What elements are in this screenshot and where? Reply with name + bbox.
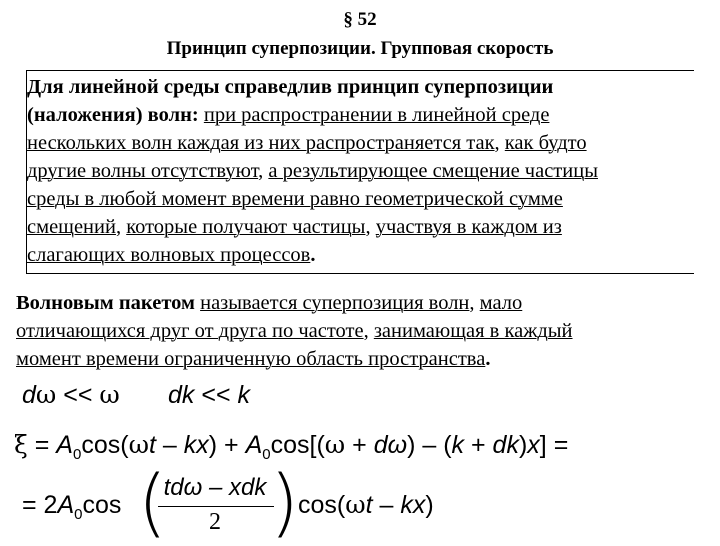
left-paren: ( — [138, 460, 167, 546]
superposition-principle-paragraph — [27, 73, 598, 269]
principle-line-1: Для линейной среды справедлив принцип суперпозиции — [27, 76, 554, 98]
fraction-group — [138, 460, 299, 546]
section-number: § 52 — [343, 9, 377, 30]
wave-packet-paragraph — [16, 289, 573, 373]
fraction-bar — [158, 506, 274, 507]
wave-packet-term: Волновым пакетом — [16, 292, 195, 314]
condition-dk: dk << k — [168, 381, 251, 409]
fraction-numerator: tdω – xdk — [163, 474, 267, 501]
packet-line-1: Волновым пакетом называется суперпозиция волн, мало — [16, 292, 523, 314]
packet-line-3: момент времени ограниченную область пространства. — [16, 348, 491, 370]
fraction-denominator: 2 — [209, 509, 221, 535]
principle-line-2: (наложения) волн: при распространении в линейной среде — [27, 104, 550, 126]
formula-tail: cos(ωt – kx) — [298, 490, 434, 519]
formula-lead: = $2A_0\cos$ — [22, 491, 122, 523]
right-paren: ) — [270, 460, 299, 546]
wave-packet-formula — [14, 460, 434, 546]
principle-line-3: нескольких волн каждая из них распространяется так, как будто — [27, 132, 587, 154]
packet-line-2: отличающихся друг от друга по частоте, занимающая в каждый — [16, 320, 573, 342]
principle-line-4: другие волны отсутствуют, а результирующее смещение частицы — [27, 160, 598, 182]
condition-domega: dω << ω — [22, 380, 120, 409]
principle-line-7: слагающих волновых процессов. — [27, 244, 316, 266]
principle-line-5: среды в любой момент времени равно геометрической сумме — [27, 188, 563, 210]
section-title: Принцип суперпозиции. Групповая скорость — [166, 38, 554, 59]
principle-line-6: смещений, которые получают частицы, участвуя в каждом из — [27, 216, 562, 238]
superposition-formula: $\xi = A_0\cos(\omega t - kx) + A_0\cos[(\omega + d\omega) - (k + dk)x]$ = — [14, 430, 569, 463]
